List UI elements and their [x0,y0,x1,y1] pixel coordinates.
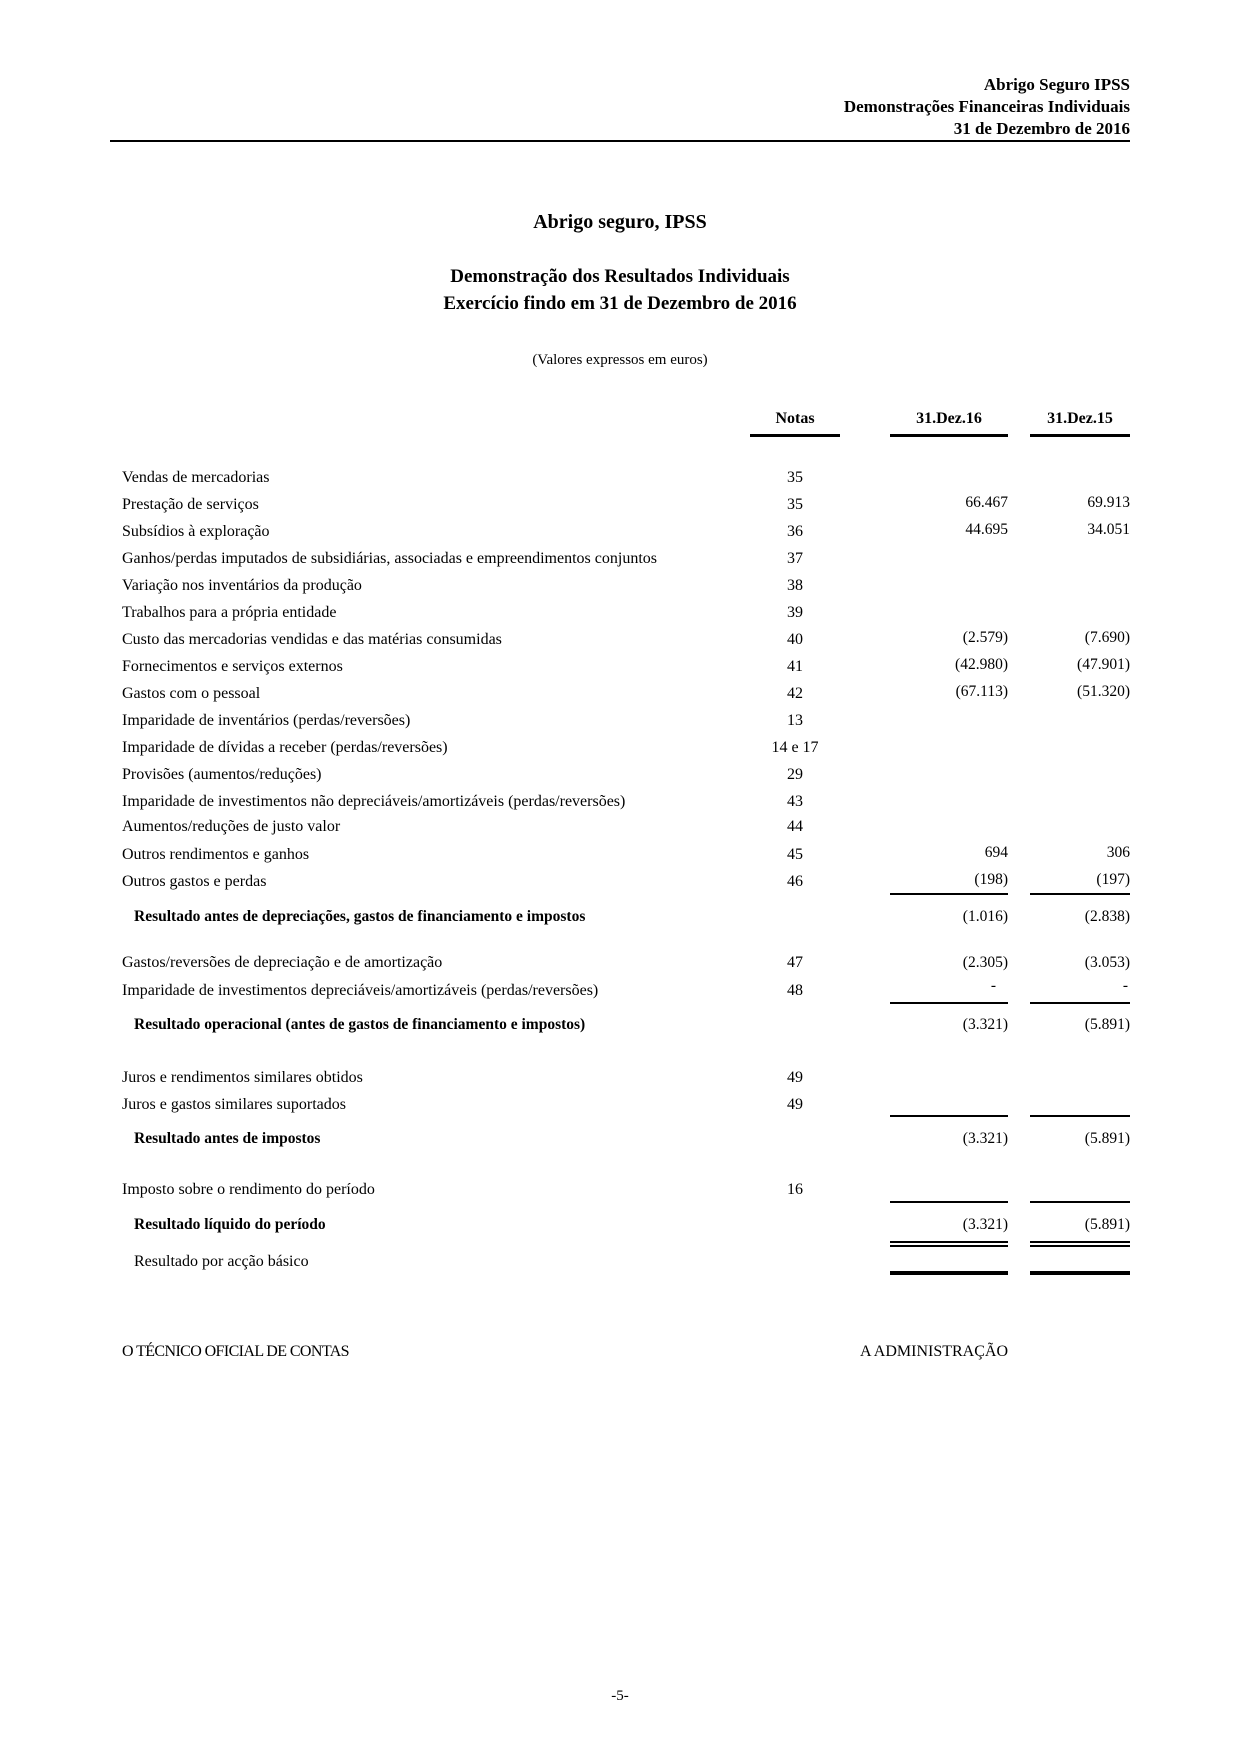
row-note: 35 [787,469,803,486]
subtotal-rule-prior [1030,1201,1130,1203]
row-label: Imparidade de investimentos depreciáveis/amortizáveis (perdas/reversões) [122,982,599,999]
row-value-prior: (47.901) [1077,656,1130,673]
row-label: Outros rendimentos e ganhos [122,846,310,863]
subtotal-label: Resultado operacional (antes de gastos de financiamento e impostos) [134,1016,586,1033]
subtotal-value-prior: (5.891) [1084,1016,1130,1033]
period-title: Exercício findo em 31 de Dezembro de 2016 [443,293,797,314]
row-note: 45 [787,846,803,863]
double-rule-prior-top [1030,1241,1130,1243]
row-value-current: (2.305) [962,954,1008,971]
eps-rule-prior [1030,1271,1130,1275]
row-note: 39 [787,604,803,621]
row-value-prior: 306 [1106,844,1130,861]
column-underline-notes [750,434,840,437]
header-company: Abrigo Seguro IPSS [983,75,1130,94]
subtotal-rule-current [890,1201,1008,1203]
row-value-prior: 69.913 [1087,494,1130,511]
row-value-current: (67.113) [955,683,1008,700]
net-result-prior: (5.891) [1084,1216,1130,1233]
column-underline-current [890,434,1008,437]
row-label: Variação nos inventários da produção [122,577,362,594]
row-label: Vendas de mercadorias [122,469,270,486]
row-value-prior: (7.690) [1084,629,1130,646]
row-value-current: (198) [974,871,1008,888]
signature-administration: A ADMINISTRAÇÃO [860,1343,1009,1360]
column-header-prior: 31.Dez.15 [1047,410,1113,427]
row-value-current: 66.467 [965,494,1008,511]
row-label: Imparidade de dívidas a receber (perdas/reversões) [122,739,448,756]
row-note: 14 e 17 [771,739,819,756]
net-result-current: (3.321) [962,1216,1008,1233]
row-note: 36 [787,523,803,540]
row-note: 44 [787,818,803,835]
header-date: 31 de Dezembro de 2016 [953,119,1130,138]
row-value-current: (2.579) [962,629,1008,646]
row-note: 46 [787,873,803,890]
row-label: Gastos com o pessoal [122,685,261,702]
row-value-current: 44.695 [965,521,1008,538]
subtotal-label: Resultado antes de impostos [134,1130,321,1147]
row-value-prior: (197) [1096,871,1130,888]
page-number: -5- [611,1688,629,1704]
row-note: 29 [787,766,803,783]
eps-rule-current [890,1271,1008,1275]
row-note: 43 [787,793,803,810]
row-label: Imposto sobre o rendimento do período [122,1181,375,1198]
units-note: (Valores expressos em euros) [532,352,708,368]
row-note: 49 [787,1069,803,1086]
row-label: Ganhos/perdas imputados de subsidiárias, associadas e empreendimentos conjuntos [122,550,657,567]
subtotal-rule-prior [1030,1115,1130,1117]
column-header-notes: Notas [775,410,815,427]
row-note: 42 [787,685,803,702]
subtotal-rule-current [890,893,1008,895]
row-label: Provisões (aumentos/reduções) [122,766,322,783]
double-rule-current-top [890,1241,1008,1243]
subtotal-value-prior: (5.891) [1084,1130,1130,1147]
row-value-current: (42.980) [955,656,1008,673]
row-label: Custo das mercadorias vendidas e das matérias consumidas [122,631,502,648]
row-value-prior: (3.053) [1084,954,1130,971]
row-label: Aumentos/reduções de justo valor [122,818,341,835]
row-label: Outros gastos e perdas [122,873,267,890]
row-label: Trabalhos para a própria entidade [122,604,337,621]
column-header-current: 31.Dez.16 [916,410,982,427]
row-label: Imparidade de inventários (perdas/reversões) [122,712,411,729]
row-note: 41 [787,658,803,675]
row-note: 16 [787,1181,803,1198]
row-note: 40 [787,631,803,648]
row-value-prior: (51.320) [1077,683,1130,700]
subtotal-value-current: (1.016) [962,908,1008,925]
net-result-label: Resultado líquido do período [134,1216,326,1233]
row-note: 13 [787,712,803,729]
row-note: 47 [787,954,803,971]
row-value-prior: - [1122,977,1128,994]
subtotal-label: Resultado antes de depreciações, gastos de financiamento e impostos [134,908,586,925]
row-value-current: - [990,977,996,994]
row-label: Fornecimentos e serviços externos [122,658,343,675]
row-value-current: 694 [984,844,1008,861]
subtotal-rule-prior [1030,1002,1130,1004]
row-label: Imparidade de investimentos não depreciáveis/amortizáveis (perdas/reversões) [122,793,626,810]
row-note: 38 [787,577,803,594]
entity-title: Abrigo seguro, IPSS [533,211,707,233]
subtotal-value-current: (3.321) [962,1016,1008,1033]
row-label: Subsídios à exploração [122,523,270,540]
subtotal-rule-current [890,1002,1008,1004]
row-note: 49 [787,1096,803,1113]
subtotal-value-prior: (2.838) [1084,908,1130,925]
header-divider [110,140,1130,142]
eps-label: Resultado por acção básico [134,1253,309,1270]
row-note: 37 [787,550,803,567]
row-value-prior: 34.051 [1087,521,1130,538]
statement-title: Demonstração dos Resultados Individuais [450,266,790,287]
double-rule-current-bottom [890,1245,1008,1247]
row-note: 35 [787,496,803,513]
row-label: Juros e rendimentos similares obtidos [122,1069,363,1086]
subtotal-value-current: (3.321) [962,1130,1008,1147]
row-label: Gastos/reversões de depreciação e de amortização [122,954,443,971]
row-label: Juros e gastos similares suportados [122,1096,346,1113]
header-doc-type: Demonstrações Financeiras Individuais [843,97,1130,116]
double-rule-prior-bottom [1030,1245,1130,1247]
column-underline-prior [1030,434,1130,437]
row-label: Prestação de serviços [122,496,259,513]
subtotal-rule-current [890,1115,1008,1117]
subtotal-rule-prior [1030,893,1130,895]
row-note: 48 [787,982,803,999]
signature-accountant: O TÉCNICO OFICIAL DE CONTAS [122,1343,349,1360]
